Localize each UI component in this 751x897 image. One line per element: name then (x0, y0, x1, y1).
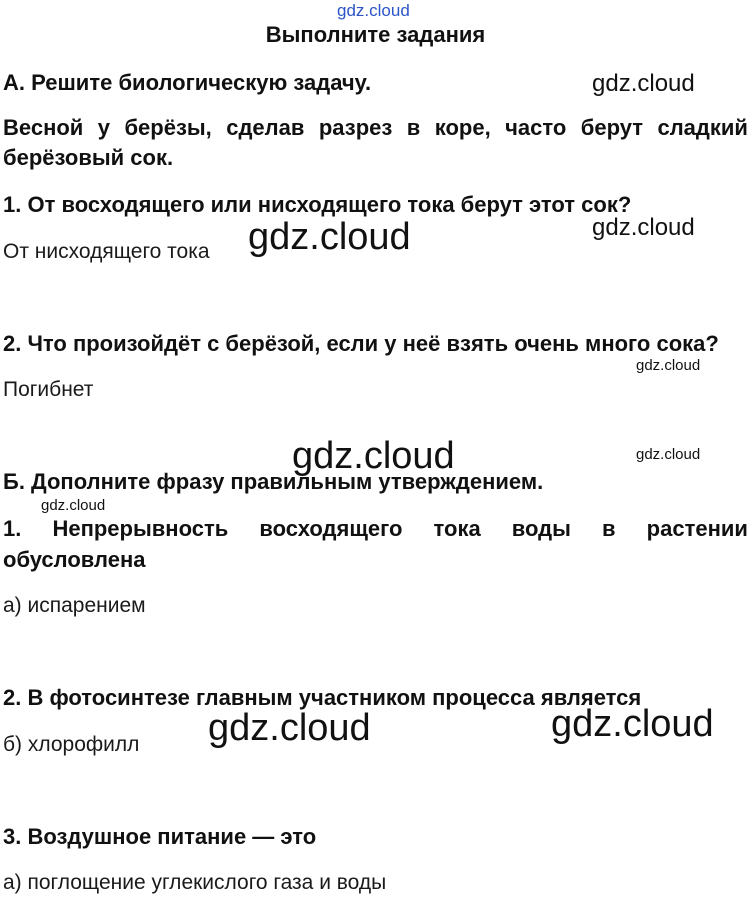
question-word: тока (433, 516, 481, 541)
section-a-heading: А. Решите биологическую задачу. (3, 70, 372, 95)
question-word: растении (646, 516, 748, 541)
intro-word: берут (580, 115, 644, 140)
section-b-question-1-line1 (3, 514, 748, 544)
section-b-question-1-line2: обусловлена (3, 547, 146, 572)
section-b-question-2: 2. В фотосинтезе главным участником процесса является (3, 685, 642, 710)
intro-word: разрез (318, 115, 393, 140)
watermark-text: gdz.cloud (292, 435, 455, 477)
question-word: Непрерывность (52, 516, 229, 541)
section-a-question-2: 2. Что произойдёт с берёзой, если у неё взять очень много сока? (3, 331, 719, 356)
watermark-text: gdz.cloud (208, 707, 371, 749)
intro-word: часто (505, 115, 567, 140)
section-b-answer-3: а) поглощение углекислого газа и воды (3, 871, 387, 894)
section-b-heading: Б. Дополните фразу правильным утверждением. (3, 469, 544, 494)
intro-word: в (406, 115, 421, 140)
intro-word: берёзы, (124, 115, 212, 140)
intro-word: сделав (226, 115, 305, 140)
section-b-question-3: 3. Воздушное питание — это (3, 824, 317, 849)
intro-word: Весной (3, 115, 84, 140)
page-title: Выполните задания (265, 22, 486, 47)
watermark-text: gdz.cloud (551, 703, 714, 745)
watermark-text: gdz.cloud (41, 497, 106, 514)
intro-word: сладкий (657, 115, 748, 140)
watermark-text: gdz.cloud (592, 70, 695, 97)
question-word: 1. (3, 516, 22, 541)
section-a-intro-line2: берёзовый сок. (3, 145, 174, 170)
section-a-question-1: 1. От восходящего или нисходящего тока берут этот сок? (3, 192, 632, 217)
watermark-text: gdz.cloud (592, 214, 695, 241)
section-a-answer-2: Погибнет (3, 378, 94, 401)
watermark-text: gdz.cloud (636, 446, 701, 463)
watermark-text: gdz.cloud (248, 216, 411, 258)
intro-word: у (97, 115, 111, 140)
watermark-text: gdz.cloud (636, 357, 701, 374)
question-word: воды (511, 516, 571, 541)
section-a-intro-line1 (3, 113, 748, 143)
section-b-answer-1: а) испарением (3, 594, 146, 617)
question-word: восходящего (259, 516, 403, 541)
intro-word: коре, (434, 115, 491, 140)
section-b-answer-2: б) хлорофилл (3, 733, 140, 756)
watermark-top: gdz.cloud (337, 1, 410, 20)
question-word: в (602, 516, 616, 541)
section-a-answer-1: От нисходящего тока (3, 240, 210, 263)
